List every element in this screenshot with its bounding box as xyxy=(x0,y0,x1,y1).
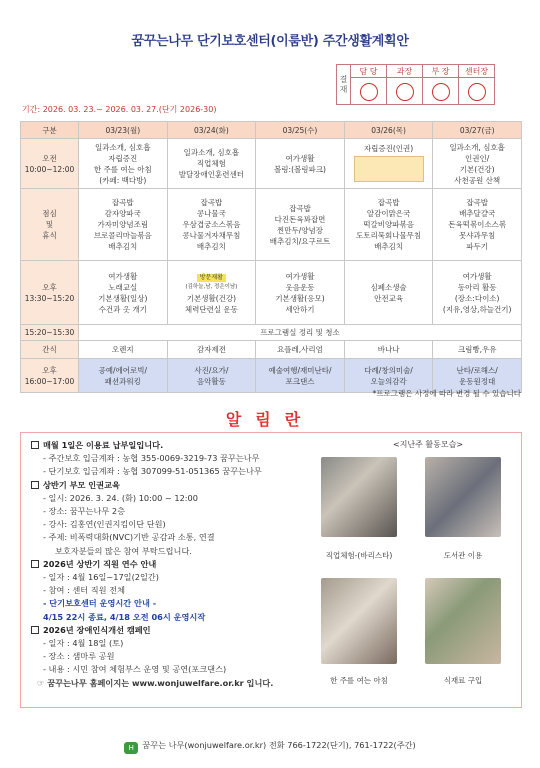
notice-list xyxy=(31,439,331,690)
photo-caption: 도서관 이용 xyxy=(443,551,483,560)
schedule-cell xyxy=(167,261,256,325)
notice-item xyxy=(31,439,331,452)
schedule-cell-text: 크림빵,우유 xyxy=(457,345,497,354)
notice-item xyxy=(31,518,331,531)
schedule-cell xyxy=(167,189,256,261)
visit-rehab-tag: 방문재활 xyxy=(197,274,226,282)
schedule-cell-text: 잡곡밥 콩나물국 우삼겹궁소스볶음 콩나물겨자채무침 배추김치 xyxy=(182,198,241,251)
day-header: 03/26(목) xyxy=(344,122,433,139)
approval-box xyxy=(336,64,495,105)
schedule-cell xyxy=(167,341,256,359)
schedule-cell-text: 일과소개, 심호흡 자립증진 한 주를 여는 아침 (카페: 백다방) xyxy=(93,142,152,185)
notice-item xyxy=(31,637,331,650)
notice-item-text: - 강사: 김홍연(인권지킴이단 단원) xyxy=(43,519,166,530)
certificate-image xyxy=(354,156,424,182)
schedule-cell-text: 바나나 xyxy=(377,345,400,354)
weekly-schedule-table xyxy=(20,121,522,393)
schedule-cell-text: 심폐소생술 안전교육 xyxy=(370,282,407,303)
schedule-cell-text: 여가생활 볼링:(볼링파크) xyxy=(274,153,326,174)
schedule-row xyxy=(21,189,522,261)
notice-item-text: 2026년 장애인식개선 캠페인 xyxy=(43,624,151,635)
schedule-cell xyxy=(433,139,522,189)
schedule-cell-text: 여가생활 웃음운동 기본생활(응모) 세안하기 xyxy=(275,271,325,314)
notice-item xyxy=(31,492,331,505)
day-header: 03/23(월) xyxy=(79,122,168,139)
notice-item xyxy=(31,663,331,676)
schedule-cell xyxy=(433,261,522,325)
notice-item-text: - 장소 : 샘마루 공원 xyxy=(43,651,115,662)
checkbox-icon xyxy=(31,626,39,634)
notice-item-text: - 일자 : 4월 18일 (토) xyxy=(43,638,124,649)
notice-item xyxy=(31,597,331,610)
schedule-cell-text: 감자제젼 xyxy=(196,345,226,354)
approval-header: 부 장 xyxy=(423,65,459,78)
notice-item xyxy=(31,624,331,637)
time-slot-label: 오전 10:00~12:00 xyxy=(21,139,79,189)
approval-side-label: 결 재 xyxy=(337,65,351,105)
notice-item-text: - 일시: 2026. 3. 24. (화) 10:00 ~ 12:00 xyxy=(43,492,198,503)
checkbox-icon xyxy=(31,481,39,489)
schedule-row xyxy=(21,341,522,359)
schedule-cell-text: 잡곡밥 알감이맑은국 떡갈비양파볶음 도토리묵회나물무침 배추김치 xyxy=(355,198,422,251)
schedule-row xyxy=(21,325,522,341)
photo-groceries xyxy=(425,578,501,664)
notice-item-text: ☞ 꿈꾸는나무 홈페이지는 www.wonjuwelfare.or.kr 입니다. xyxy=(37,677,274,688)
logo-icon: H xyxy=(124,742,138,754)
footer-text: 꿈꾸는 나무(wonjuwelfare.or.kr) 전화 766-1722(단기), 761-1722(주간) xyxy=(142,740,416,750)
photo-caption: 한 주를 여는 아침 xyxy=(330,676,388,685)
schedule-cell-text: 일과소개, 심호흡 인권인/ 기본(건강) 사천공원 산책 xyxy=(449,142,505,185)
notice-item xyxy=(31,545,331,558)
approval-header: 담 당 xyxy=(351,65,387,78)
schedule-cell xyxy=(79,139,168,189)
notice-item xyxy=(31,611,331,624)
notice-item-text: 보호자분들의 많은 참여 부탁드립니다. xyxy=(55,545,192,556)
schedule-cell xyxy=(256,139,345,189)
notice-item-text: - 참여 : 센터 직원 전체 xyxy=(43,585,125,596)
notice-item-text: 상반기 부모 인권교육 xyxy=(43,479,120,490)
schedule-cell xyxy=(79,261,168,325)
time-slot-label: 오후 16:00~17:00 xyxy=(21,359,79,393)
notice-item-text: - 일자 : 4월 16일~17일(2일간) xyxy=(43,572,159,583)
schedule-cell xyxy=(79,341,168,359)
schedule-cell-text: 잡곡밥 다진돈육꽈잡면 찐만두/양념장 배추김치/요구르트 xyxy=(269,203,331,246)
schedule-cell xyxy=(344,341,433,359)
notice-item xyxy=(31,479,331,492)
schedule-cell-text: 여가생활 노래교실 기본생활(일상) 수건과 옷 개기 xyxy=(98,271,148,314)
schedule-note: *프로그램은 사정에 따라 변경 될 수 있습니다 xyxy=(372,389,521,398)
schedule-cell xyxy=(344,139,433,189)
schedule-cell-text: 자립증진(인권) xyxy=(363,143,414,153)
notice-item xyxy=(31,452,331,465)
notice-item-text: 2026년 상반기 직원 연수 안내 xyxy=(43,558,157,569)
checkbox-icon xyxy=(31,560,39,568)
schedule-cell-text: 예술여행/재미난타/ 포크댄스 xyxy=(268,365,332,386)
notice-item xyxy=(31,505,331,518)
schedule-row xyxy=(21,261,522,325)
schedule-cell xyxy=(167,139,256,189)
photo-morning xyxy=(321,578,397,664)
day-header: 03/27(금) xyxy=(433,122,522,139)
notice-item-text: - 주제: 비폭력대화(NVC)기반 공감과 소통, 연결 xyxy=(43,532,215,543)
schedule-cell-text: 기본생활(건강) 체력단련실 운동 xyxy=(184,293,238,314)
schedule-cell-text: 잡곡밥 감자양파국 가자미양념조림 브로콜리마늘볶음 배추김치 xyxy=(93,198,152,251)
notice-item xyxy=(31,677,331,690)
notice-item xyxy=(31,571,331,584)
schedule-header-row xyxy=(21,122,522,139)
notice-item-text: - 주간보호 입금계좌 : 농협 355-0069-3219-73 꿈꾸는나무 xyxy=(43,453,260,464)
signature-stamp xyxy=(432,83,450,101)
schedule-cell xyxy=(433,189,522,261)
schedule-cell-text: 공예/에어로빅/ 패션과워킹 xyxy=(98,365,148,386)
notice-board xyxy=(20,432,522,708)
photo-caption: 식재료 구입 xyxy=(443,676,483,685)
schedule-cell-text: 사진/요가/ 음악활동 xyxy=(194,365,229,386)
photo-caption: 직업체험-(바리스타) xyxy=(325,551,393,560)
signature-stamp xyxy=(360,83,378,101)
time-slot-label: 간식 xyxy=(21,341,79,359)
checkbox-icon xyxy=(31,441,39,449)
schedule-cell-text: 여가생활 동아리 활동 (장소:다이소) (지유,영상,하늘건기) xyxy=(442,271,512,314)
time-slot-label: 15:20~15:30 xyxy=(21,325,79,341)
approval-header: 센터장 xyxy=(459,65,495,78)
signature-stamp xyxy=(468,83,486,101)
notice-item-text: 4/15 22시 종료, 4/18 오전 06시 운영시작 xyxy=(43,611,206,622)
activity-title: <지난주 활동모습> xyxy=(393,440,464,449)
visit-rehab-names: (김하늘,남, 정은이남) xyxy=(185,283,238,290)
notice-item-text: - 장소: 꿈꾸는나무 2층 xyxy=(43,506,126,517)
footer xyxy=(0,740,540,754)
notice-item-text: - 내용 : 시민 참여 체험부스 운영 및 공연(포크댄스) xyxy=(43,664,227,675)
schedule-cell xyxy=(256,261,345,325)
photo-barista xyxy=(321,457,397,537)
schedule-period: 기간: 2026. 03. 23.~ 2026. 03. 27.(단기 2026-30) xyxy=(22,105,217,114)
day-header: 03/24(화) xyxy=(167,122,256,139)
schedule-cell xyxy=(344,189,433,261)
schedule-cell-text: 난타/로해스/ 운동원정대 xyxy=(456,365,498,386)
schedule-cell-text: 오렌지 xyxy=(111,345,134,354)
schedule-cell-text: 다례/창의미술/ 오늘의감각 xyxy=(364,365,413,386)
notice-title: 알림란 xyxy=(225,410,315,429)
schedule-cell-text: 요플레,사리엄 xyxy=(277,345,323,354)
schedule-cell-text: 일과소개, 심호흡 직업체험 발달장애인훈련센터 xyxy=(178,148,244,179)
schedule-cell xyxy=(79,189,168,261)
notice-item xyxy=(31,465,331,478)
notice-item xyxy=(31,650,331,663)
schedule-cell xyxy=(256,189,345,261)
notice-item-text: - 단기보호 입금계좌 : 농협 307099-51-051365 꿈꾸는나무 xyxy=(43,466,262,477)
approval-header: 과장 xyxy=(387,65,423,78)
photo-library xyxy=(425,457,501,537)
notice-item xyxy=(31,558,331,571)
signature-stamp xyxy=(396,83,414,101)
time-slot-label: 오후 13:30~15:20 xyxy=(21,261,79,325)
schedule-cell-span: 프로그램실 정리 및 청소 xyxy=(79,325,522,341)
schedule-corner-header: 구분 xyxy=(21,122,79,139)
schedule-cell xyxy=(433,341,522,359)
notice-item xyxy=(31,584,331,597)
page-title: 꿈꾸는나무 단기보호센터(이룸반) 주간생활계획안 xyxy=(131,34,409,49)
day-header: 03/25(수) xyxy=(256,122,345,139)
schedule-row xyxy=(21,139,522,189)
notice-item xyxy=(31,531,331,544)
schedule-cell xyxy=(344,261,433,325)
schedule-cell-text: 잡곡밥 배추달걀국 돈육떡볶이소스볶 못샤과무침 파두기 xyxy=(448,198,507,251)
schedule-cell xyxy=(256,341,345,359)
notice-item-text: - 단기보호센터 운영시간 안내 - xyxy=(43,598,157,609)
notice-item-text: 매월 1일은 이용료 납부일입니다. xyxy=(43,440,164,450)
time-slot-label: 점심 및 휴식 xyxy=(21,189,79,261)
